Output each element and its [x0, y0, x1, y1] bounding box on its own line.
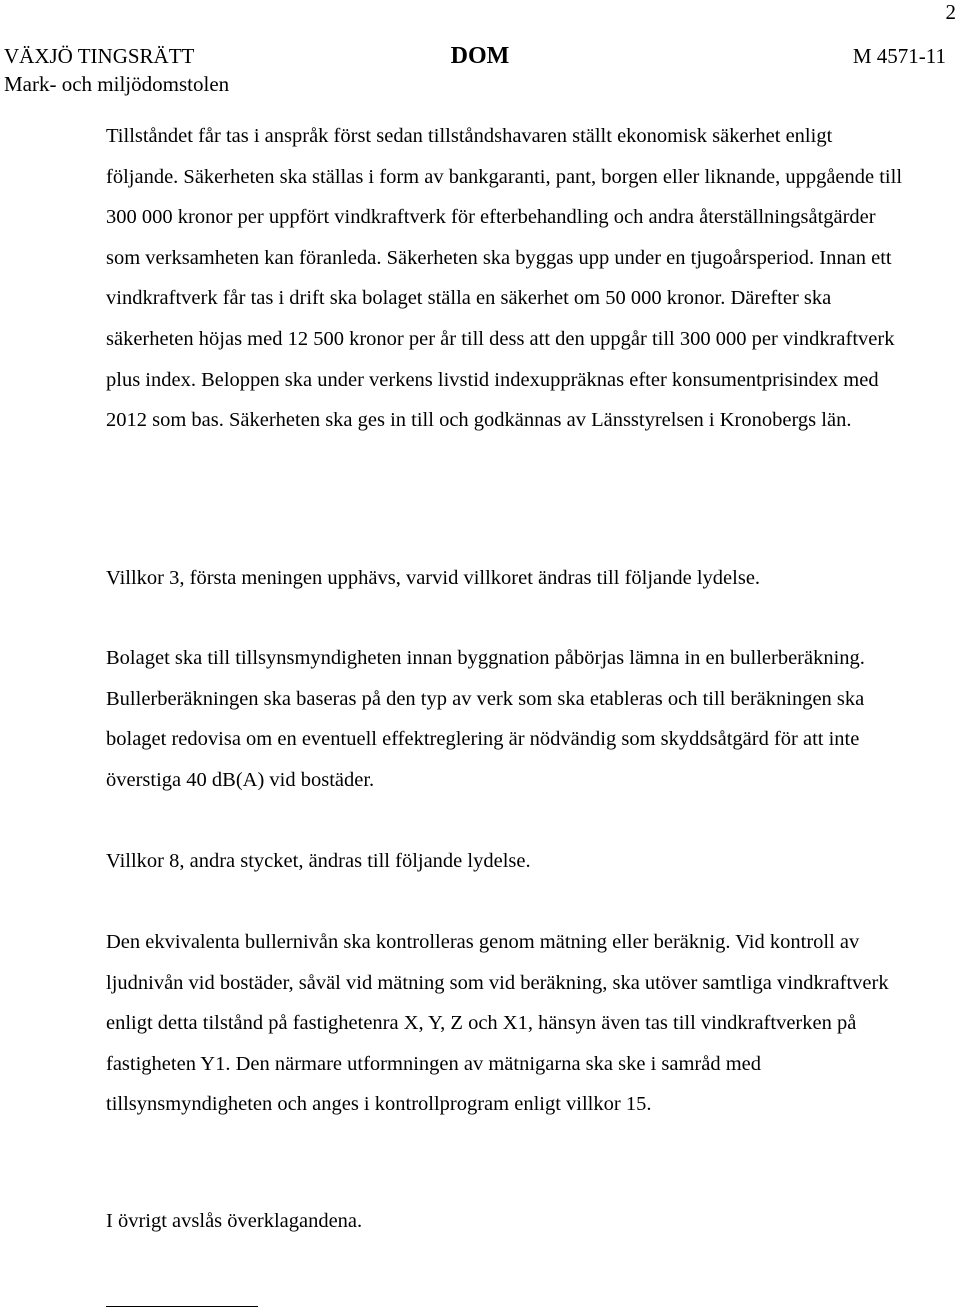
paragraph-noise-control [106, 922, 906, 1125]
paragraph-text: Bolaget ska till tillsynsmyndigheten innan byggnation påbörjas lämna in en bullerberäkning. Bullerberäkningen ska baseras på den typ av verk som ska etableras och till beräkningen ska bolaget redovisa om en eventuell effektreglering är nödvändig som skyddsåtgärd för att inte överstiga 40 dB(A) vid bostäder. [106, 647, 865, 791]
paragraph-text: Den ekvivalenta bullernivån ska kontrolleras genom mätning eller beräknig. Vid kontroll av ljudnivån vid bostäder, såväl vid mätning som vid beräkning, ska utöver samtliga vindkraftverk enligt detta tilstånd på fastighetenra X, Y, Z och X1, hänsyn även tas till vindkraftverken på fastigheten Y1. Den närmare utformningen av mätnigarna ska ske i samråd med tillsynsmyndigheten och anges i kontrollprogram enligt villkor 15. [106, 931, 889, 1116]
paragraph-condition-3-intro [106, 558, 906, 599]
separator-line [106, 1306, 258, 1307]
document-type: DOM [450, 43, 510, 69]
paragraph-condition-8-intro [106, 841, 906, 882]
paragraph-text: Villkor 3, första meningen upphävs, varvid villkoret ändras till följande lydelse. [106, 567, 761, 589]
paragraph-rejection [106, 1201, 906, 1242]
court-name: VÄXJÖ TINGSRÄTT [4, 44, 195, 68]
paragraph-security [106, 116, 906, 441]
page-number: 2 [945, 0, 956, 24]
paragraph-text: I övrigt avslås överklagandena. [106, 1210, 363, 1232]
court-division: Mark- och miljödomstolen [4, 72, 230, 96]
paragraph-text: Tillståndet får tas i anspråk först sedan tillståndshavaren ställt ekonomisk säkerhet enligt följande. Säkerheten ska ställas i form av bankgaranti, pant, borgen eller liknande, uppgående till 300 000 kronor per uppfört vindkraftverk för efterbehandling och andra återställningsåtgärder som verksamheten kan föranleda. Säkerheten ska byggas upp under en tjugoårsperiod. Innan ett vindkraftverk får tas i drift ska bolaget ställa en säkerhet om 50 000 kronor. Därefter ska säkerheten höjas med 12 500 kronor per år till dess att den uppgår till 300 000 per vindkraftverk plus index. Beloppen ska under verkens livstid indexuppräknas efter konsumentprisindex med 2012 som bas. Säkerheten ska ges in till och godkännas av Länsstyrelsen i Kronobergs län. [106, 125, 903, 432]
case-number: M 4571-11 [852, 44, 946, 68]
paragraph-text: Villkor 8, andra stycket, ändras till följande lydelse. [106, 850, 531, 872]
paragraph-noise-calculation [106, 638, 906, 800]
